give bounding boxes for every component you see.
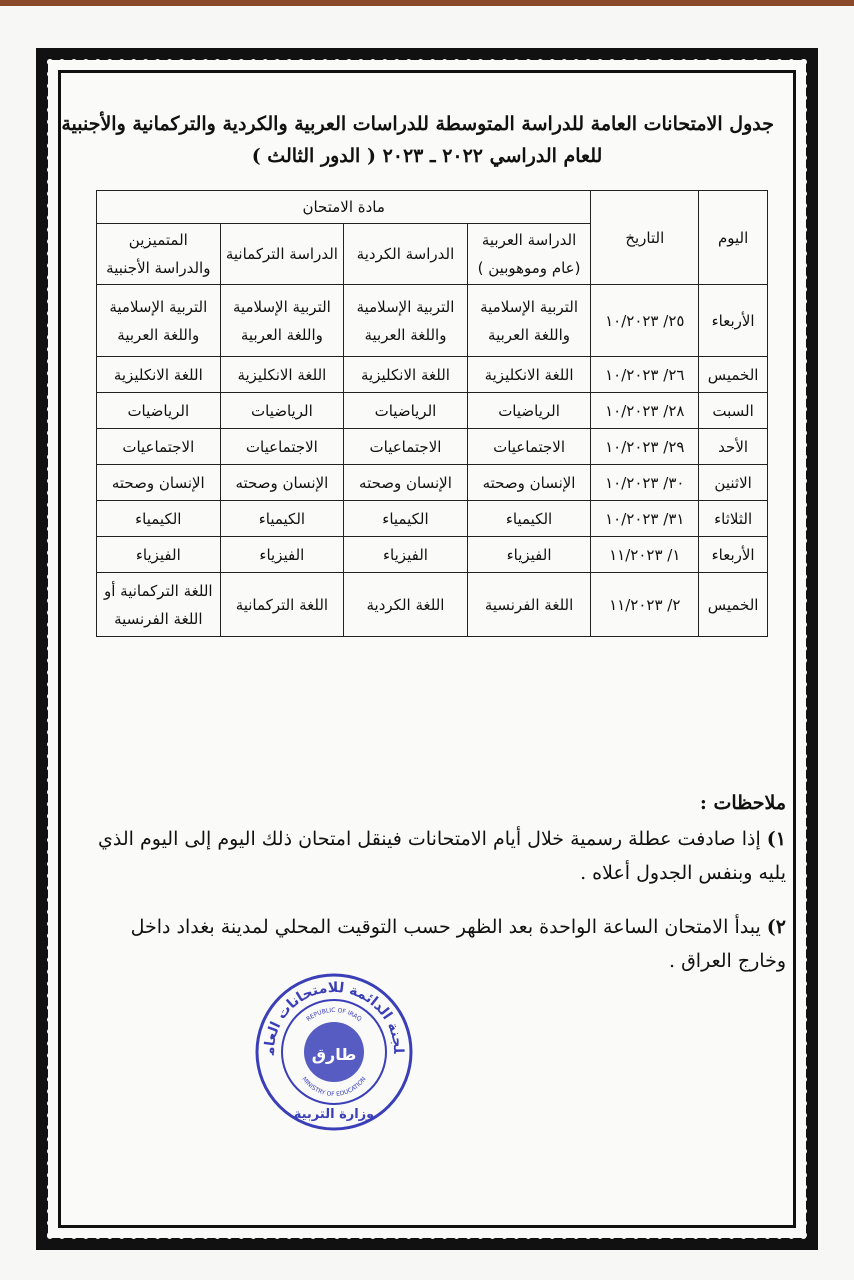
cell-distinguished: الرياضيات xyxy=(97,393,221,429)
cell-kurdish: اللغة الانكليزية xyxy=(344,357,468,393)
official-seal-stamp xyxy=(254,968,414,1136)
cell-turkmen: الكيمياء xyxy=(220,501,344,537)
table-header-row xyxy=(97,191,768,224)
seal-outer-text: لجنة الدائمة للامتحانات العام xyxy=(261,979,407,1056)
header-arabic-label: الدراسة العربية xyxy=(481,231,577,249)
cell-distinguished: الاجتماعيات xyxy=(97,429,221,465)
cell-turkmen: الفيزياء xyxy=(220,537,344,573)
cell-arabic: الاجتماعيات xyxy=(467,429,591,465)
cell-arabic: التربية الإسلامية واللغة العربية xyxy=(467,285,591,357)
document-title xyxy=(61,108,774,172)
cell-day: الأربعاء xyxy=(699,537,768,573)
cell-arabic: الكيمياء xyxy=(467,501,591,537)
cell-day: الاثنين xyxy=(699,465,768,501)
note-item-1 xyxy=(82,822,786,890)
cell-kurdish: الرياضيات xyxy=(344,393,468,429)
cell-arabic: الفيزياء xyxy=(467,537,591,573)
cell-day: الأربعاء xyxy=(699,285,768,357)
svg-text:REPUBLIC OF IRAQ xyxy=(305,1007,363,1023)
cell-date: ٣٠/ ١٠/٢٠٢٣ xyxy=(591,465,699,501)
title-line-1: جدول الامتحانات العامة للدراسة المتوسطة للدراسات العربية والكردية والتركمانية والأجنبية xyxy=(61,113,774,135)
cell-distinguished: الإنسان وصحته xyxy=(97,465,221,501)
header-distinguished xyxy=(97,224,221,285)
cell-date: ٢/ ١١/٢٠٢٣ xyxy=(591,573,699,637)
exam-schedule-table xyxy=(96,190,768,637)
notes-heading: ملاحظات : xyxy=(699,792,786,814)
table-row xyxy=(97,429,768,465)
notes-section xyxy=(82,786,786,998)
table-row xyxy=(97,501,768,537)
cell-distinguished: التربية الإسلامية واللغة العربية xyxy=(97,285,221,357)
cell-kurdish: الاجتماعيات xyxy=(344,429,468,465)
cell-distinguished: الفيزياء xyxy=(97,537,221,573)
cell-turkmen: الإنسان وصحته xyxy=(220,465,344,501)
cell-day: الأحد xyxy=(699,429,768,465)
cell-turkmen: اللغة التركمانية xyxy=(220,573,344,637)
header-turkmen: الدراسة التركمانية xyxy=(220,224,344,285)
header-kurdish: الدراسة الكردية xyxy=(344,224,468,285)
cell-arabic: اللغة الانكليزية xyxy=(467,357,591,393)
title-line-2: للعام الدراسي ٢٠٢٢ ـ ٢٠٢٣ ( الدور الثالث ) xyxy=(251,145,603,167)
cell-date: ٣١/ ١٠/٢٠٢٣ xyxy=(591,501,699,537)
header-day: اليوم xyxy=(699,191,768,285)
note-text: إذا صادفت عطلة رسمية خلال أيام الامتحانات فينقل امتحان ذلك اليوم إلى اليوم الذي يليه وبنفس الجدول أعلاه . xyxy=(98,828,786,884)
cell-turkmen: اللغة الانكليزية xyxy=(220,357,344,393)
cell-day: الخميس xyxy=(699,573,768,637)
table-row xyxy=(97,465,768,501)
cell-turkmen: الرياضيات xyxy=(220,393,344,429)
cell-arabic: اللغة الفرنسية xyxy=(467,573,591,637)
seal-ring-text-bottom: MINISTRY OF EDUCATION xyxy=(300,1075,368,1099)
seal-center-text: طارق xyxy=(311,1045,357,1064)
header-distinguished-label: المتميزين xyxy=(128,231,188,249)
table-row xyxy=(97,357,768,393)
cell-day: السبت xyxy=(699,393,768,429)
note-number: ٢) xyxy=(766,916,786,938)
note-item-2 xyxy=(82,910,786,978)
cell-date: ٢٦/ ١٠/٢٠٢٣ xyxy=(591,357,699,393)
cell-kurdish: اللغة الكردية xyxy=(344,573,468,637)
cell-kurdish: التربية الإسلامية واللغة العربية xyxy=(344,285,468,357)
cell-arabic: الرياضيات xyxy=(467,393,591,429)
header-arabic xyxy=(467,224,591,285)
note-number: ١) xyxy=(766,828,786,850)
cell-kurdish: الكيمياء xyxy=(344,501,468,537)
cell-distinguished: اللغة الانكليزية xyxy=(97,357,221,393)
cell-date: ٢٨/ ١٠/٢٠٢٣ xyxy=(591,393,699,429)
table-row xyxy=(97,393,768,429)
cell-day: الثلاثاء xyxy=(699,501,768,537)
table-row xyxy=(97,537,768,573)
cell-distinguished: اللغة التركمانية أو اللغة الفرنسية xyxy=(97,573,221,637)
header-distinguished-sub: والدراسة الأجنبية xyxy=(106,259,211,277)
seal-graphic xyxy=(254,968,414,1136)
cell-day: الخميس xyxy=(699,357,768,393)
cell-kurdish: الإنسان وصحته xyxy=(344,465,468,501)
cell-date: ٢٥/ ١٠/٢٠٢٣ xyxy=(591,285,699,357)
cell-turkmen: الاجتماعيات xyxy=(220,429,344,465)
seal-bottom-text: وزارة التربية xyxy=(293,1107,375,1122)
cell-date: ٢٩/ ١٠/٢٠٢٣ xyxy=(591,429,699,465)
note-text: يبدأ الامتحان الساعة الواحدة بعد الظهر حسب التوقيت المحلي لمدينة بغداد داخل وخارج العراق . xyxy=(130,916,786,972)
table-row xyxy=(97,285,768,357)
header-arabic-sub: (عام وموهوبين ) xyxy=(477,259,581,277)
seal-ring-text-top: REPUBLIC OF IRAQ xyxy=(305,1006,363,1023)
cell-distinguished: الكيمياء xyxy=(97,501,221,537)
header-subject-group: مادة الامتحان xyxy=(97,191,591,224)
cell-kurdish: الفيزياء xyxy=(344,537,468,573)
cell-date: ١/ ١١/٢٠٢٣ xyxy=(591,537,699,573)
header-date: التاريخ xyxy=(591,191,699,285)
table-row xyxy=(97,573,768,637)
cell-turkmen: التربية الإسلامية واللغة العربية xyxy=(220,285,344,357)
cell-arabic: الإنسان وصحته xyxy=(467,465,591,501)
